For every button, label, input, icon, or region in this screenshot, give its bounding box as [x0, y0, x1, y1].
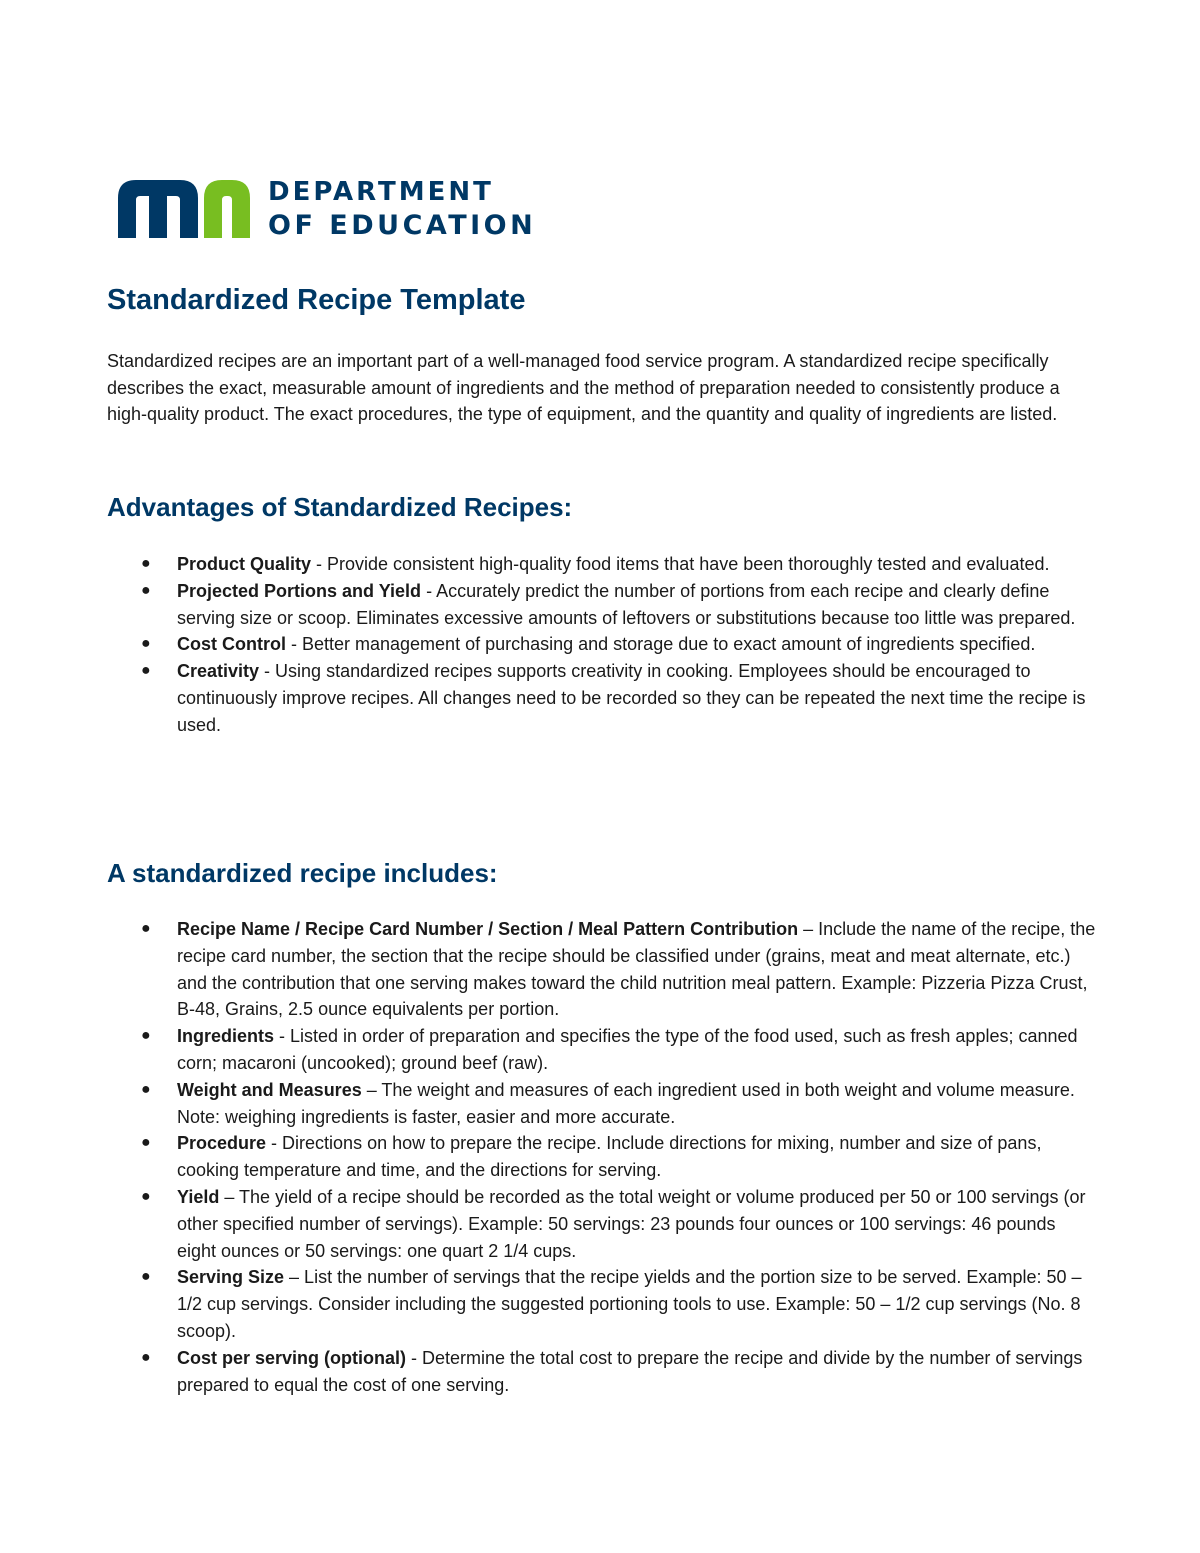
- item-term: Recipe Name / Recipe Card Number / Section / Meal Pattern Contribution: [177, 919, 799, 939]
- item-term: Cost Control: [177, 634, 286, 655]
- list-item: [107, 658, 1097, 738]
- list-item: [107, 916, 1097, 1023]
- bullet-icon: ●: [141, 1134, 151, 1152]
- bullet-icon: ●: [141, 1348, 151, 1366]
- item-text: – List the number of servings that the recipe yields and the portion size to be served. Example: 50 – 1/2 cup servings. Consider including the suggested portioning tools to use. Example: 50 – 1/2 cup servings (No. 8 scoop).: [177, 1267, 1082, 1341]
- item-text: – The weight and measures of each ingredient used in both weight and volume measure. Note: weighing ingredients is faster, easier and more accurate.: [177, 1079, 1075, 1127]
- item-text: – Include the name of the recipe, the recipe card number, the section that the recipe should be classified under (grains, meat and meat alternate, etc.) and the contribution that one serving makes toward the child nutrition meal pattern. Example: Pizzeria Pizza Crust, B-48, Grains, 2.5 ounce equivalents per portion.: [177, 919, 1096, 1020]
- mn-logo-icon: [118, 176, 250, 238]
- item-term: Cost per serving (optional): [177, 1347, 407, 1368]
- page-title: Standardized Recipe Template: [107, 284, 526, 316]
- bullet-icon: ●: [141, 920, 151, 937]
- list-item: [107, 1184, 1097, 1264]
- list-item: [107, 631, 1097, 658]
- item-text: – The yield of a recipe should be recorded as the total weight or volume produced per 50 or 100 servings (or other specified number of servings). Example: 50 servings: 23 pounds four ounces or 100 servings: 46 pounds eight ounces or 50 servings: one quart 2 1/4 cups.: [177, 1186, 1086, 1261]
- intro-paragraph: Standardized recipes are an important part of a well-managed food service program. A standardized recipe specifically describes the exact, measurable amount of ingredients and the method of preparation needed to consistently produce a high-quality product. The exact procedures, the type of equipment, and the quantity and quality of ingredients are listed.: [107, 351, 1060, 424]
- bullet-icon: ●: [141, 635, 151, 653]
- item-term: Creativity: [177, 661, 260, 682]
- logo-line-1: DEPARTMENT: [268, 177, 494, 207]
- list-item: [107, 1023, 1097, 1077]
- bullet-icon: ●: [141, 581, 151, 599]
- list-item: [107, 1264, 1097, 1344]
- item-term: Product Quality: [177, 554, 312, 574]
- includes-heading: A standardized recipe includes:: [107, 858, 498, 888]
- item-term: Yield: [177, 1186, 220, 1207]
- list-item: [107, 578, 1097, 632]
- list-item: [107, 551, 1097, 578]
- item-term: Ingredients: [177, 1026, 275, 1047]
- item-text: - Accurately predict the number of portions from each recipe and clearly define serving size or scoop. Eliminates excessive amounts of leftovers or substitutions because too little was prepared.: [177, 580, 1076, 628]
- advantages-heading: Advantages of Standardized Recipes:: [107, 492, 573, 522]
- bullet-icon: ●: [141, 1027, 151, 1045]
- item-term: Procedure: [177, 1133, 267, 1154]
- bullet-icon: ●: [141, 662, 151, 680]
- department-logo: [118, 176, 548, 242]
- logo-wordmark: [268, 176, 536, 242]
- item-text: - Directions on how to prepare the recipe. Include directions for mixing, number and size of pans, cooking temperature and time, and the directions for serving.: [177, 1133, 1042, 1181]
- advantages-list: [107, 551, 1097, 739]
- includes-list: [107, 916, 1097, 1398]
- list-item: [107, 1130, 1097, 1184]
- bullet-icon: ●: [141, 555, 151, 572]
- item-text: - Determine the total cost to prepare the recipe and divide by the number of servings prepared to equal the cost of one serving.: [177, 1347, 1083, 1395]
- item-text: - Provide consistent high-quality food items that have been thoroughly tested and evaluated.: [311, 554, 1050, 574]
- bullet-icon: ●: [141, 1268, 151, 1286]
- list-item: [107, 1345, 1097, 1399]
- bullet-icon: ●: [141, 1080, 151, 1098]
- item-text: - Listed in order of preparation and specifies the type of the food used, such as fresh apples; canned corn; macaroni (uncooked); ground beef (raw).: [177, 1026, 1078, 1073]
- item-term: Weight and Measures: [177, 1079, 362, 1100]
- item-term: Projected Portions and Yield: [177, 580, 422, 601]
- item-term: Serving Size: [177, 1267, 285, 1288]
- list-item: [107, 1077, 1097, 1131]
- item-text: - Using standardized recipes supports creativity in cooking. Employees should be encouraged to continuously improve recipes. All changes need to be recorded so they can be repeated the next time the recipe is used.: [177, 661, 1086, 735]
- bullet-icon: ●: [141, 1187, 151, 1205]
- item-text: - Better management of purchasing and storage due to exact amount of ingredients specified.: [285, 634, 1036, 655]
- logo-line-2: OF EDUCATION: [268, 210, 537, 241]
